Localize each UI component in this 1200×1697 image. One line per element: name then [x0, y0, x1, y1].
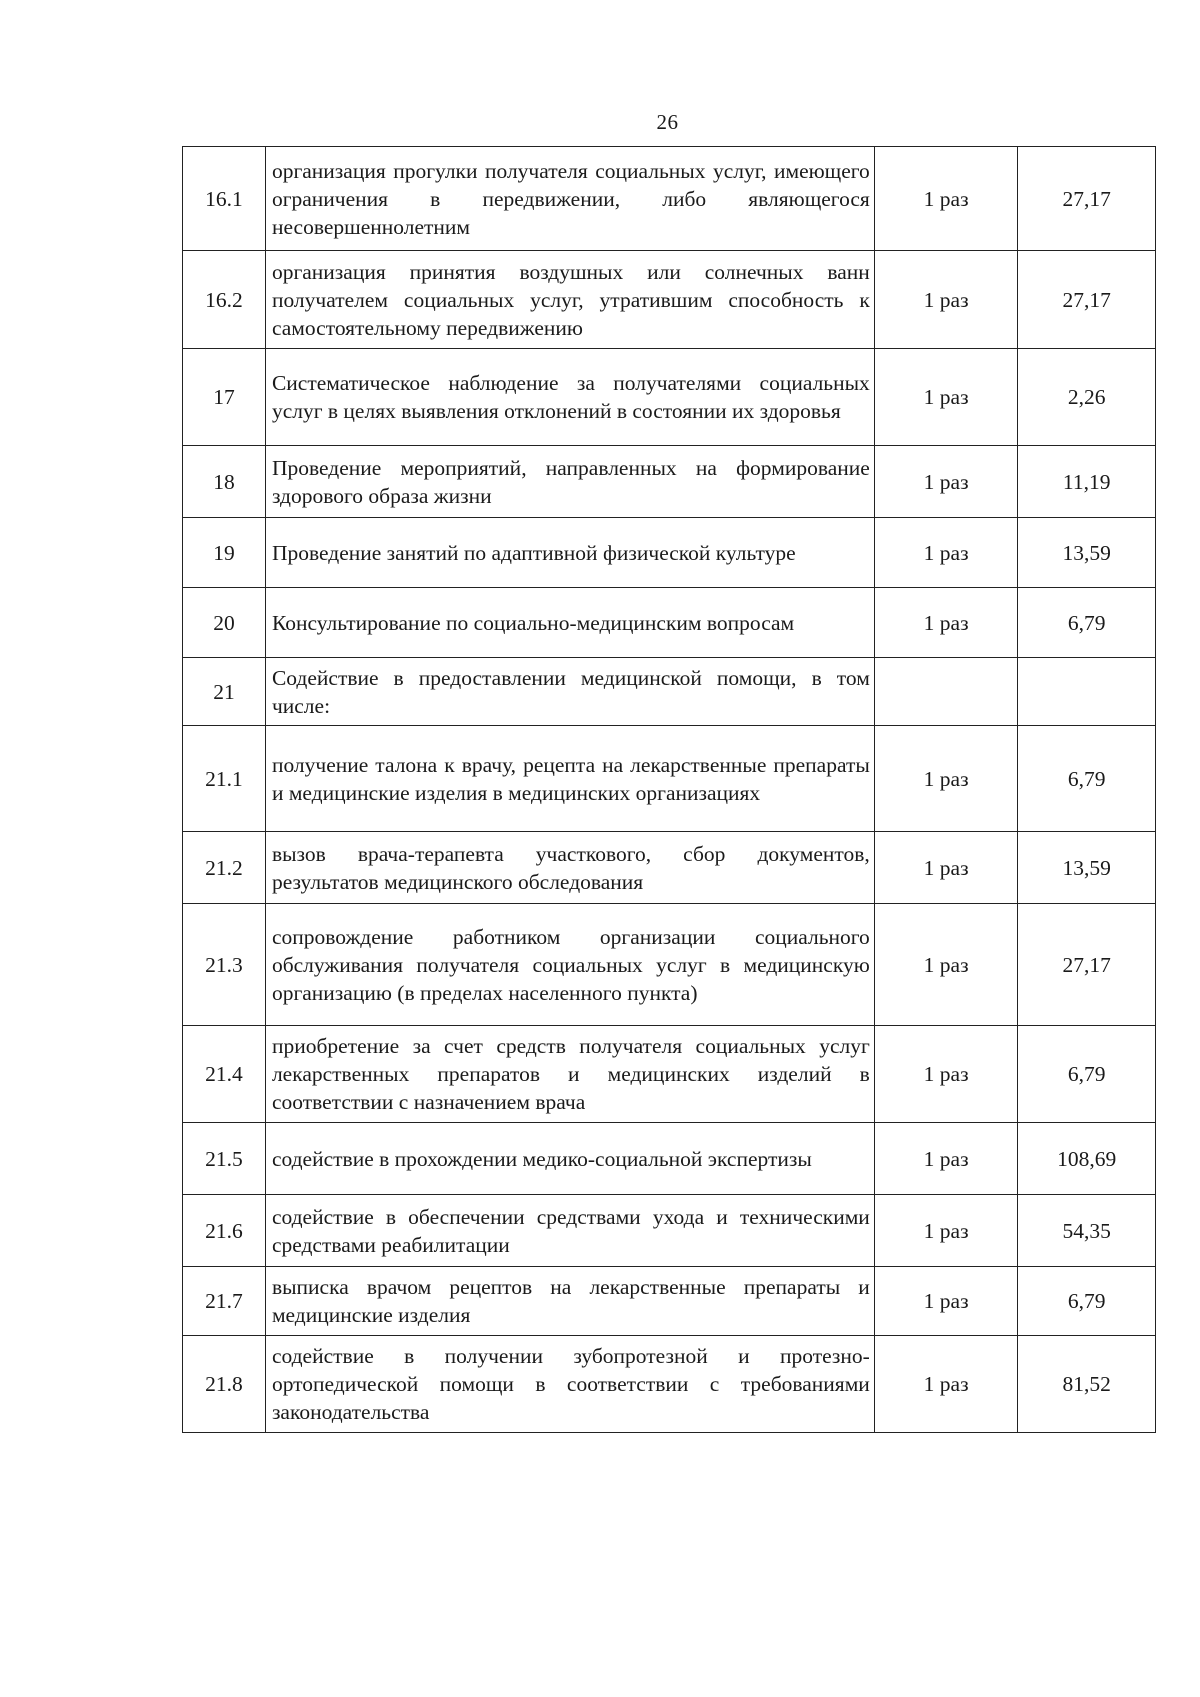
row-price-cell: 27,17 — [1018, 251, 1156, 349]
row-price-cell: 27,17 — [1018, 904, 1156, 1026]
row-description-cell: сопровождение работником организации социального обслуживания получателя социальных услуг в медицинскую организацию (в пределах населенного пункта) — [265, 904, 874, 1026]
row-description-cell: Проведение занятий по адаптивной физической культуре — [265, 518, 874, 588]
row-price-cell: 2,26 — [1018, 349, 1156, 446]
table-row — [183, 658, 1156, 726]
row-price-cell: 13,59 — [1018, 518, 1156, 588]
row-number-cell: 21.5 — [183, 1123, 266, 1195]
row-price-cell: 108,69 — [1018, 1123, 1156, 1195]
row-number-cell: 16.1 — [183, 147, 266, 251]
table-row — [183, 726, 1156, 832]
row-description-cell: Систематическое наблюдение за получателями социальных услуг в целях выявления отклонений в состоянии их здоровья — [265, 349, 874, 446]
row-number-cell: 21.4 — [183, 1026, 266, 1123]
row-frequency-cell: 1 раз — [874, 904, 1018, 1026]
table-row — [183, 251, 1156, 349]
row-price-cell: 6,79 — [1018, 588, 1156, 658]
row-price-cell: 11,19 — [1018, 446, 1156, 518]
row-description-cell: содействие в получении зубопротезной и протезно-ортопедической помощи в соответствии с требованиями законодательства — [265, 1336, 874, 1433]
row-price-cell: 81,52 — [1018, 1336, 1156, 1433]
row-price-cell — [1018, 658, 1156, 726]
row-price-cell: 54,35 — [1018, 1195, 1156, 1267]
table-row — [183, 588, 1156, 658]
table-row — [183, 904, 1156, 1026]
row-description-cell: организация принятия воздушных или солнечных ванн получателем социальных услуг, утратившим способность к самостоятельному передвижению — [265, 251, 874, 349]
row-description-cell: Проведение мероприятий, направленных на формирование здорового образа жизни — [265, 446, 874, 518]
table-row — [183, 1336, 1156, 1433]
table-row — [183, 446, 1156, 518]
row-price-cell: 6,79 — [1018, 1267, 1156, 1336]
row-frequency-cell: 1 раз — [874, 588, 1018, 658]
row-frequency-cell — [874, 658, 1018, 726]
row-frequency-cell: 1 раз — [874, 446, 1018, 518]
table-row — [183, 1195, 1156, 1267]
row-frequency-cell: 1 раз — [874, 349, 1018, 446]
table-row — [183, 832, 1156, 904]
table-row — [183, 349, 1156, 446]
row-description-cell: организация прогулки получателя социальных услуг, имеющего ограничения в передвижении, либо являющегося несовершеннолетним — [265, 147, 874, 251]
table-row — [183, 1123, 1156, 1195]
row-number-cell: 20 — [183, 588, 266, 658]
row-number-cell: 21.8 — [183, 1336, 266, 1433]
row-price-cell: 6,79 — [1018, 1026, 1156, 1123]
table-row — [183, 1026, 1156, 1123]
row-description-cell: получение талона к врачу, рецепта на лекарственные препараты и медицинские изделия в медицинских организациях — [265, 726, 874, 832]
services-table — [182, 146, 1156, 1433]
page-number: 26 — [656, 110, 679, 134]
row-price-cell: 13,59 — [1018, 832, 1156, 904]
row-frequency-cell: 1 раз — [874, 147, 1018, 251]
row-number-cell: 21.7 — [183, 1267, 266, 1336]
row-frequency-cell: 1 раз — [874, 1336, 1018, 1433]
row-number-cell: 21.6 — [183, 1195, 266, 1267]
row-description-cell: вызов врача-терапевта участкового, сбор документов, результатов медицинского обследования — [265, 832, 874, 904]
row-frequency-cell: 1 раз — [874, 1267, 1018, 1336]
row-price-cell: 6,79 — [1018, 726, 1156, 832]
row-price-cell: 27,17 — [1018, 147, 1156, 251]
row-description-cell: содействие в обеспечении средствами ухода и техническими средствами реабилитации — [265, 1195, 874, 1267]
row-description-cell: приобретение за счет средств получателя социальных услуг лекарственных препаратов и медицинских изделий в соответствии с назначением врача — [265, 1026, 874, 1123]
row-frequency-cell: 1 раз — [874, 1195, 1018, 1267]
row-number-cell: 21 — [183, 658, 266, 726]
row-frequency-cell: 1 раз — [874, 251, 1018, 349]
table-row — [183, 518, 1156, 588]
row-frequency-cell: 1 раз — [874, 1026, 1018, 1123]
row-frequency-cell: 1 раз — [874, 726, 1018, 832]
table-body — [183, 147, 1156, 1433]
row-number-cell: 18 — [183, 446, 266, 518]
row-description-cell: выписка врачом рецептов на лекарственные препараты и медицинские изделия — [265, 1267, 874, 1336]
table-row — [183, 147, 1156, 251]
row-description-cell: Содействие в предоставлении медицинской помощи, в том числе: — [265, 658, 874, 726]
row-number-cell: 16.2 — [183, 251, 266, 349]
row-frequency-cell: 1 раз — [874, 832, 1018, 904]
row-number-cell: 21.1 — [183, 726, 266, 832]
row-number-cell: 21.2 — [183, 832, 266, 904]
row-frequency-cell: 1 раз — [874, 1123, 1018, 1195]
row-description-cell: содействие в прохождении медико-социальной экспертизы — [265, 1123, 874, 1195]
table-row — [183, 1267, 1156, 1336]
row-frequency-cell: 1 раз — [874, 518, 1018, 588]
row-number-cell: 21.3 — [183, 904, 266, 1026]
row-number-cell: 19 — [183, 518, 266, 588]
row-description-cell: Консультирование по социально-медицинским вопросам — [265, 588, 874, 658]
row-number-cell: 17 — [183, 349, 266, 446]
